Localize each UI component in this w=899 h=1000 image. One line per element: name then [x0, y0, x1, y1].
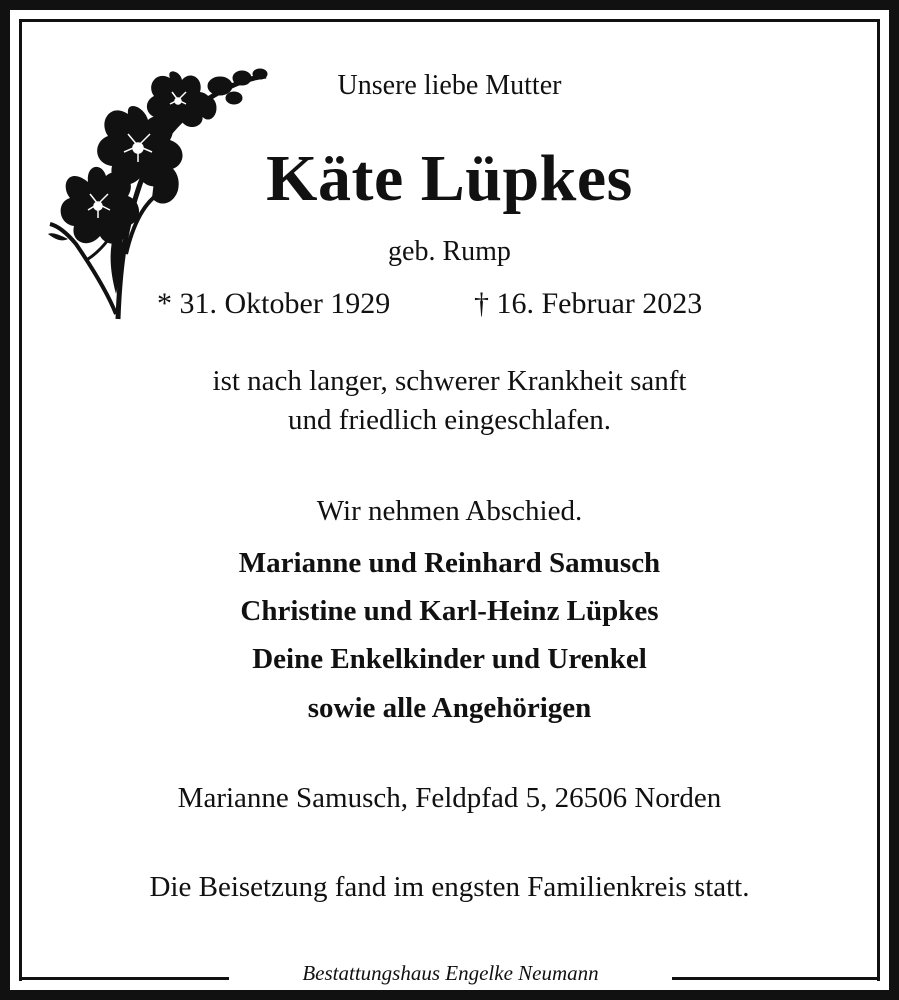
deceased-name: Käte Lüpkes: [266, 142, 633, 215]
mourner-line: sowie alle Angehörigen: [307, 692, 592, 724]
intro-line: Unsere liebe Mutter: [337, 70, 562, 101]
mourner-line: Marianne und Reinhard Samusch: [238, 547, 661, 579]
funeral-home-name: Bestattungshaus Engelke Neumann: [229, 958, 672, 988]
farewell-line: Wir nehmen Abschied.: [316, 495, 583, 527]
mourner-line: Christine und Karl-Heinz Lüpkes: [240, 595, 659, 627]
birth-date: * 31. Oktober 1929: [157, 287, 391, 320]
footer-rule-right: [672, 977, 880, 980]
obituary-text-line-2: und friedlich eingeschlafen.: [288, 404, 611, 436]
footer-rule-left: [19, 977, 229, 980]
mourner-line: Deine Enkelkinder und Urenkel: [252, 643, 647, 675]
burial-note: Die Beisetzung fand im engsten Familienkreis statt.: [149, 871, 750, 903]
death-date: † 16. Februar 2023: [474, 287, 703, 320]
obituary-text-line-1: ist nach langer, schwerer Krankheit sanft: [212, 365, 687, 397]
contact-address: Marianne Samusch, Feldpfad 5, 26506 Norden: [177, 782, 722, 814]
maiden-name: geb. Rump: [388, 236, 511, 267]
